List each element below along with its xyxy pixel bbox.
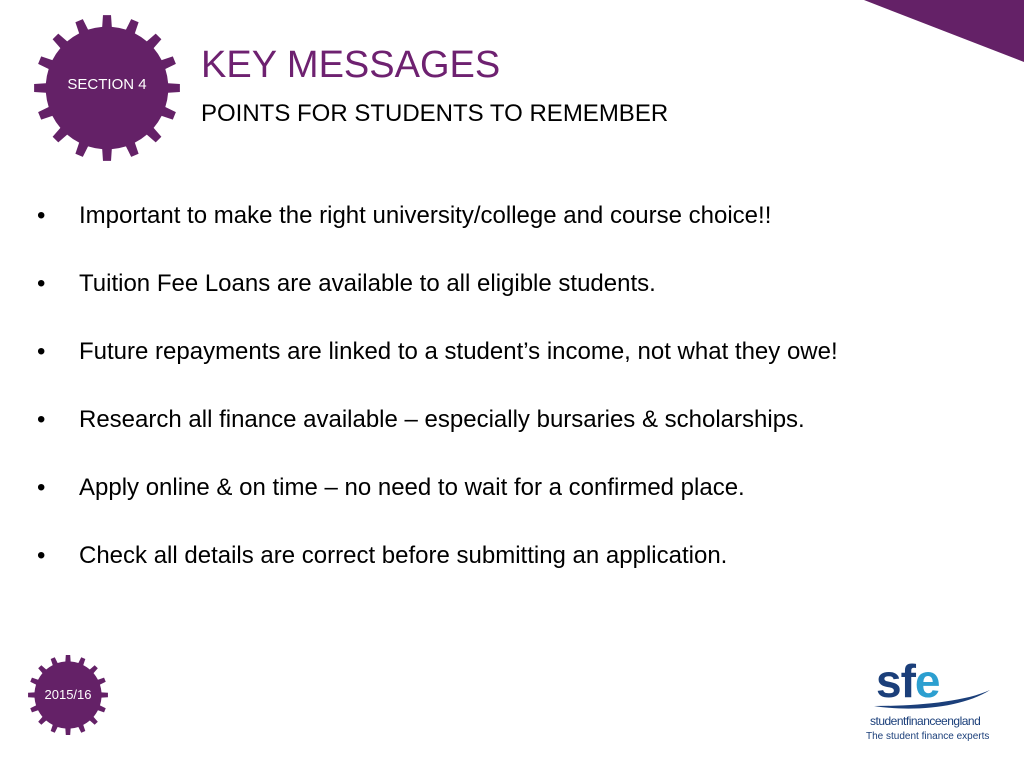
bullet-marker: • bbox=[37, 338, 46, 365]
section-label: SECTION 4 bbox=[67, 76, 147, 93]
bullet-list bbox=[0, 202, 1024, 610]
bullet-text: Future repayments are linked to a student’s income, not what they owe! bbox=[79, 338, 838, 365]
logo-letter-s: s bbox=[876, 655, 901, 707]
logo-letter-f: f bbox=[900, 655, 915, 707]
logo-swoosh-icon bbox=[872, 682, 992, 712]
year-label: 2015/16 bbox=[44, 687, 92, 702]
bullet-text: Apply online & on time – no need to wait for a confirmed place. bbox=[79, 474, 745, 501]
sfe-logo bbox=[862, 652, 994, 748]
bullet-item bbox=[0, 406, 1024, 474]
page-subtitle: POINTS FOR STUDENTS TO REMEMBER bbox=[201, 100, 669, 127]
bullet-text: Tuition Fee Loans are available to all eligible students. bbox=[79, 270, 656, 297]
bullet-marker: • bbox=[37, 202, 46, 229]
bullet-text: Check all details are correct before submitting an application. bbox=[79, 542, 728, 569]
bullet-text: Important to make the right university/college and course choice!! bbox=[79, 202, 772, 229]
bullet-marker: • bbox=[37, 270, 46, 297]
page-title: KEY MESSAGES bbox=[201, 44, 501, 86]
logo-name: studentfinanceengland bbox=[870, 714, 981, 728]
bullet-item bbox=[0, 202, 1024, 270]
bullet-item bbox=[0, 474, 1024, 542]
bullet-item bbox=[0, 270, 1024, 338]
corner-triangle-decoration bbox=[864, 0, 1024, 62]
logo-tagline: The student finance experts bbox=[866, 731, 990, 742]
bullet-marker: • bbox=[37, 406, 46, 433]
bullet-text: Research all finance available – especially bursaries & scholarships. bbox=[79, 406, 805, 433]
bullet-marker: • bbox=[37, 542, 46, 569]
bullet-item bbox=[0, 338, 1024, 406]
logo-letter-e: e bbox=[914, 655, 940, 707]
bullet-item bbox=[0, 542, 1024, 610]
bullet-marker: • bbox=[37, 474, 46, 501]
